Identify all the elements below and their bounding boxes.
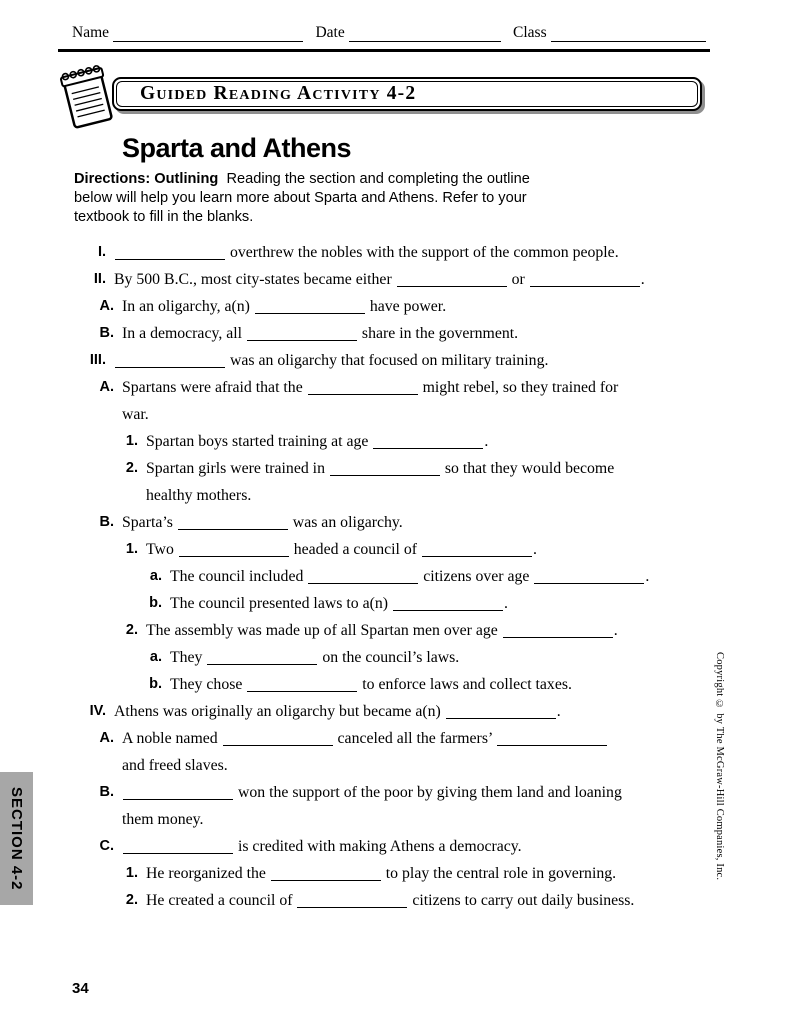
- outline-text: Sparta’s was an oligarchy.: [122, 514, 403, 532]
- fill-in-blank[interactable]: [534, 570, 644, 584]
- outline-text: He created a council of citizens to carry out daily business.: [146, 892, 635, 910]
- date-label: Date: [315, 24, 345, 41]
- fill-in-blank[interactable]: [207, 651, 317, 665]
- outline-text: Spartan boys started training at age .: [146, 433, 489, 451]
- outline-label: A.: [99, 298, 114, 315]
- outline-item: [120, 428, 706, 455]
- outline-text: Two headed a council of .: [146, 541, 537, 559]
- outline-item: [96, 725, 706, 779]
- header-rule: [58, 49, 710, 52]
- page-number: 34: [72, 980, 89, 997]
- outline-item: [72, 266, 706, 293]
- outline-item: [120, 887, 706, 914]
- outline-label: a.: [149, 568, 162, 585]
- fill-in-blank[interactable]: [530, 273, 640, 287]
- outline-item: [96, 293, 706, 320]
- copyright-note: Copyright © by The McGraw-Hill Companies, Inc.: [714, 652, 725, 881]
- outline-label: B.: [99, 784, 114, 801]
- outline-item: [120, 860, 706, 887]
- outline-text: was an oligarchy that focused on military training.: [114, 347, 706, 374]
- outline-text: is credited with making Athens a democracy.: [122, 833, 706, 860]
- class-line[interactable]: [551, 25, 706, 42]
- outline-label: III.: [89, 352, 106, 369]
- outline-label: II.: [93, 271, 106, 288]
- outline-item: [72, 347, 706, 374]
- fill-in-blank[interactable]: [373, 435, 483, 449]
- fill-in-blank[interactable]: [247, 327, 357, 341]
- fill-in-blank[interactable]: [115, 354, 225, 368]
- section-tab-label: SECTION 4-2: [8, 786, 25, 891]
- outline-label: IV.: [89, 703, 106, 720]
- outline-item: [72, 698, 706, 725]
- fill-in-blank[interactable]: [297, 894, 407, 908]
- outline-label: 2.: [125, 622, 138, 639]
- outline-text: The council presented laws to a(n) .: [170, 595, 508, 613]
- fill-in-blank[interactable]: [393, 597, 503, 611]
- outline-text: In an oligarchy, a(n) have power.: [122, 298, 447, 316]
- outline-item: [96, 779, 706, 833]
- outline-text: overthrew the nobles with the support of the common people.: [114, 239, 706, 266]
- notepad-icon: [54, 62, 120, 132]
- student-header: [72, 24, 706, 42]
- outline-item: [144, 644, 706, 671]
- outline-text: They chose to enforce laws and collect taxes.: [170, 676, 572, 694]
- fill-in-blank[interactable]: [330, 462, 440, 476]
- outline-text: won the support of the poor by giving them land and loaning them money.: [122, 784, 622, 829]
- outline-text: In a democracy, all share in the government.: [122, 325, 519, 343]
- outline-label: B.: [99, 325, 114, 342]
- fill-in-blank[interactable]: [123, 786, 233, 800]
- outline-text: Spartan girls were trained in so that they would become healthy mothers.: [146, 460, 615, 505]
- fill-in-blank[interactable]: [308, 570, 418, 584]
- fill-in-blank[interactable]: [179, 543, 289, 557]
- outline-label: B.: [99, 514, 114, 531]
- banner-plate: [112, 77, 702, 111]
- fill-in-blank[interactable]: [446, 705, 556, 719]
- outline-text: A noble named canceled all the farmers’ and freed slaves.: [122, 725, 706, 779]
- outline-item: [96, 374, 706, 428]
- outline-text: He reorganized the to play the central role in governing.: [146, 865, 617, 883]
- outline-label: a.: [149, 649, 162, 666]
- outline-item: [120, 617, 706, 644]
- outline-item: [120, 536, 706, 563]
- outline-label: 2.: [125, 460, 138, 477]
- fill-in-blank[interactable]: [497, 732, 607, 746]
- activity-banner: [72, 74, 706, 120]
- outline-item: [72, 239, 706, 266]
- fill-in-blank[interactable]: [397, 273, 507, 287]
- outline: [72, 239, 706, 914]
- page-title: Sparta and Athens: [122, 133, 352, 163]
- fill-in-blank[interactable]: [271, 867, 381, 881]
- banner-title: Guided Reading Activity 4-2: [140, 83, 417, 104]
- name-line[interactable]: [113, 25, 303, 42]
- fill-in-blank[interactable]: [247, 678, 357, 692]
- fill-in-blank[interactable]: [223, 732, 333, 746]
- outline-label: b.: [149, 676, 162, 693]
- outline-item: [96, 509, 706, 536]
- name-label: Name: [72, 24, 110, 41]
- fill-in-blank[interactable]: [123, 840, 233, 854]
- outline-item: [120, 455, 706, 509]
- fill-in-blank[interactable]: [308, 381, 418, 395]
- outline-label: b.: [149, 595, 162, 612]
- fill-in-blank[interactable]: [255, 300, 365, 314]
- fill-in-blank[interactable]: [422, 543, 532, 557]
- outline-label: 1.: [125, 865, 138, 882]
- outline-item: [144, 671, 706, 698]
- section-tab: [0, 772, 33, 905]
- date-line[interactable]: [349, 25, 501, 42]
- outline-text: Athens was originally an oligarchy but became a(n) .: [114, 703, 561, 721]
- fill-in-blank[interactable]: [503, 624, 613, 638]
- fill-in-blank[interactable]: [115, 246, 225, 260]
- directions: [74, 170, 556, 227]
- fill-in-blank[interactable]: [178, 516, 288, 530]
- outline-label: I.: [97, 244, 106, 261]
- class-label: Class: [513, 24, 547, 41]
- outline-label: 2.: [125, 892, 138, 909]
- outline-text: The council included citizens over age .: [170, 568, 650, 586]
- outline-label: 1.: [125, 433, 138, 450]
- directions-label: Directions: Outlining: [74, 171, 219, 188]
- outline-item: [144, 590, 706, 617]
- outline-item: [144, 563, 706, 590]
- outline-item: [96, 320, 706, 347]
- outline-text: By 500 B.C., most city-states became either or .: [114, 271, 645, 289]
- outline-label: A.: [99, 379, 114, 396]
- outline-text: They on the council’s laws.: [170, 649, 460, 667]
- outline-text: The assembly was made up of all Spartan men over age .: [146, 622, 618, 640]
- outline-text: Spartans were afraid that the might rebel, so they trained for war.: [122, 379, 619, 424]
- outline-label: C.: [99, 838, 114, 855]
- directions-text: Reading the section and completing the outline below will help you learn more about Sparta and Athens. Refer to your textbook to fill in the blanks.: [74, 171, 530, 226]
- outline-item: [96, 833, 706, 860]
- outline-label: A.: [99, 730, 114, 747]
- outline-label: 1.: [125, 541, 138, 558]
